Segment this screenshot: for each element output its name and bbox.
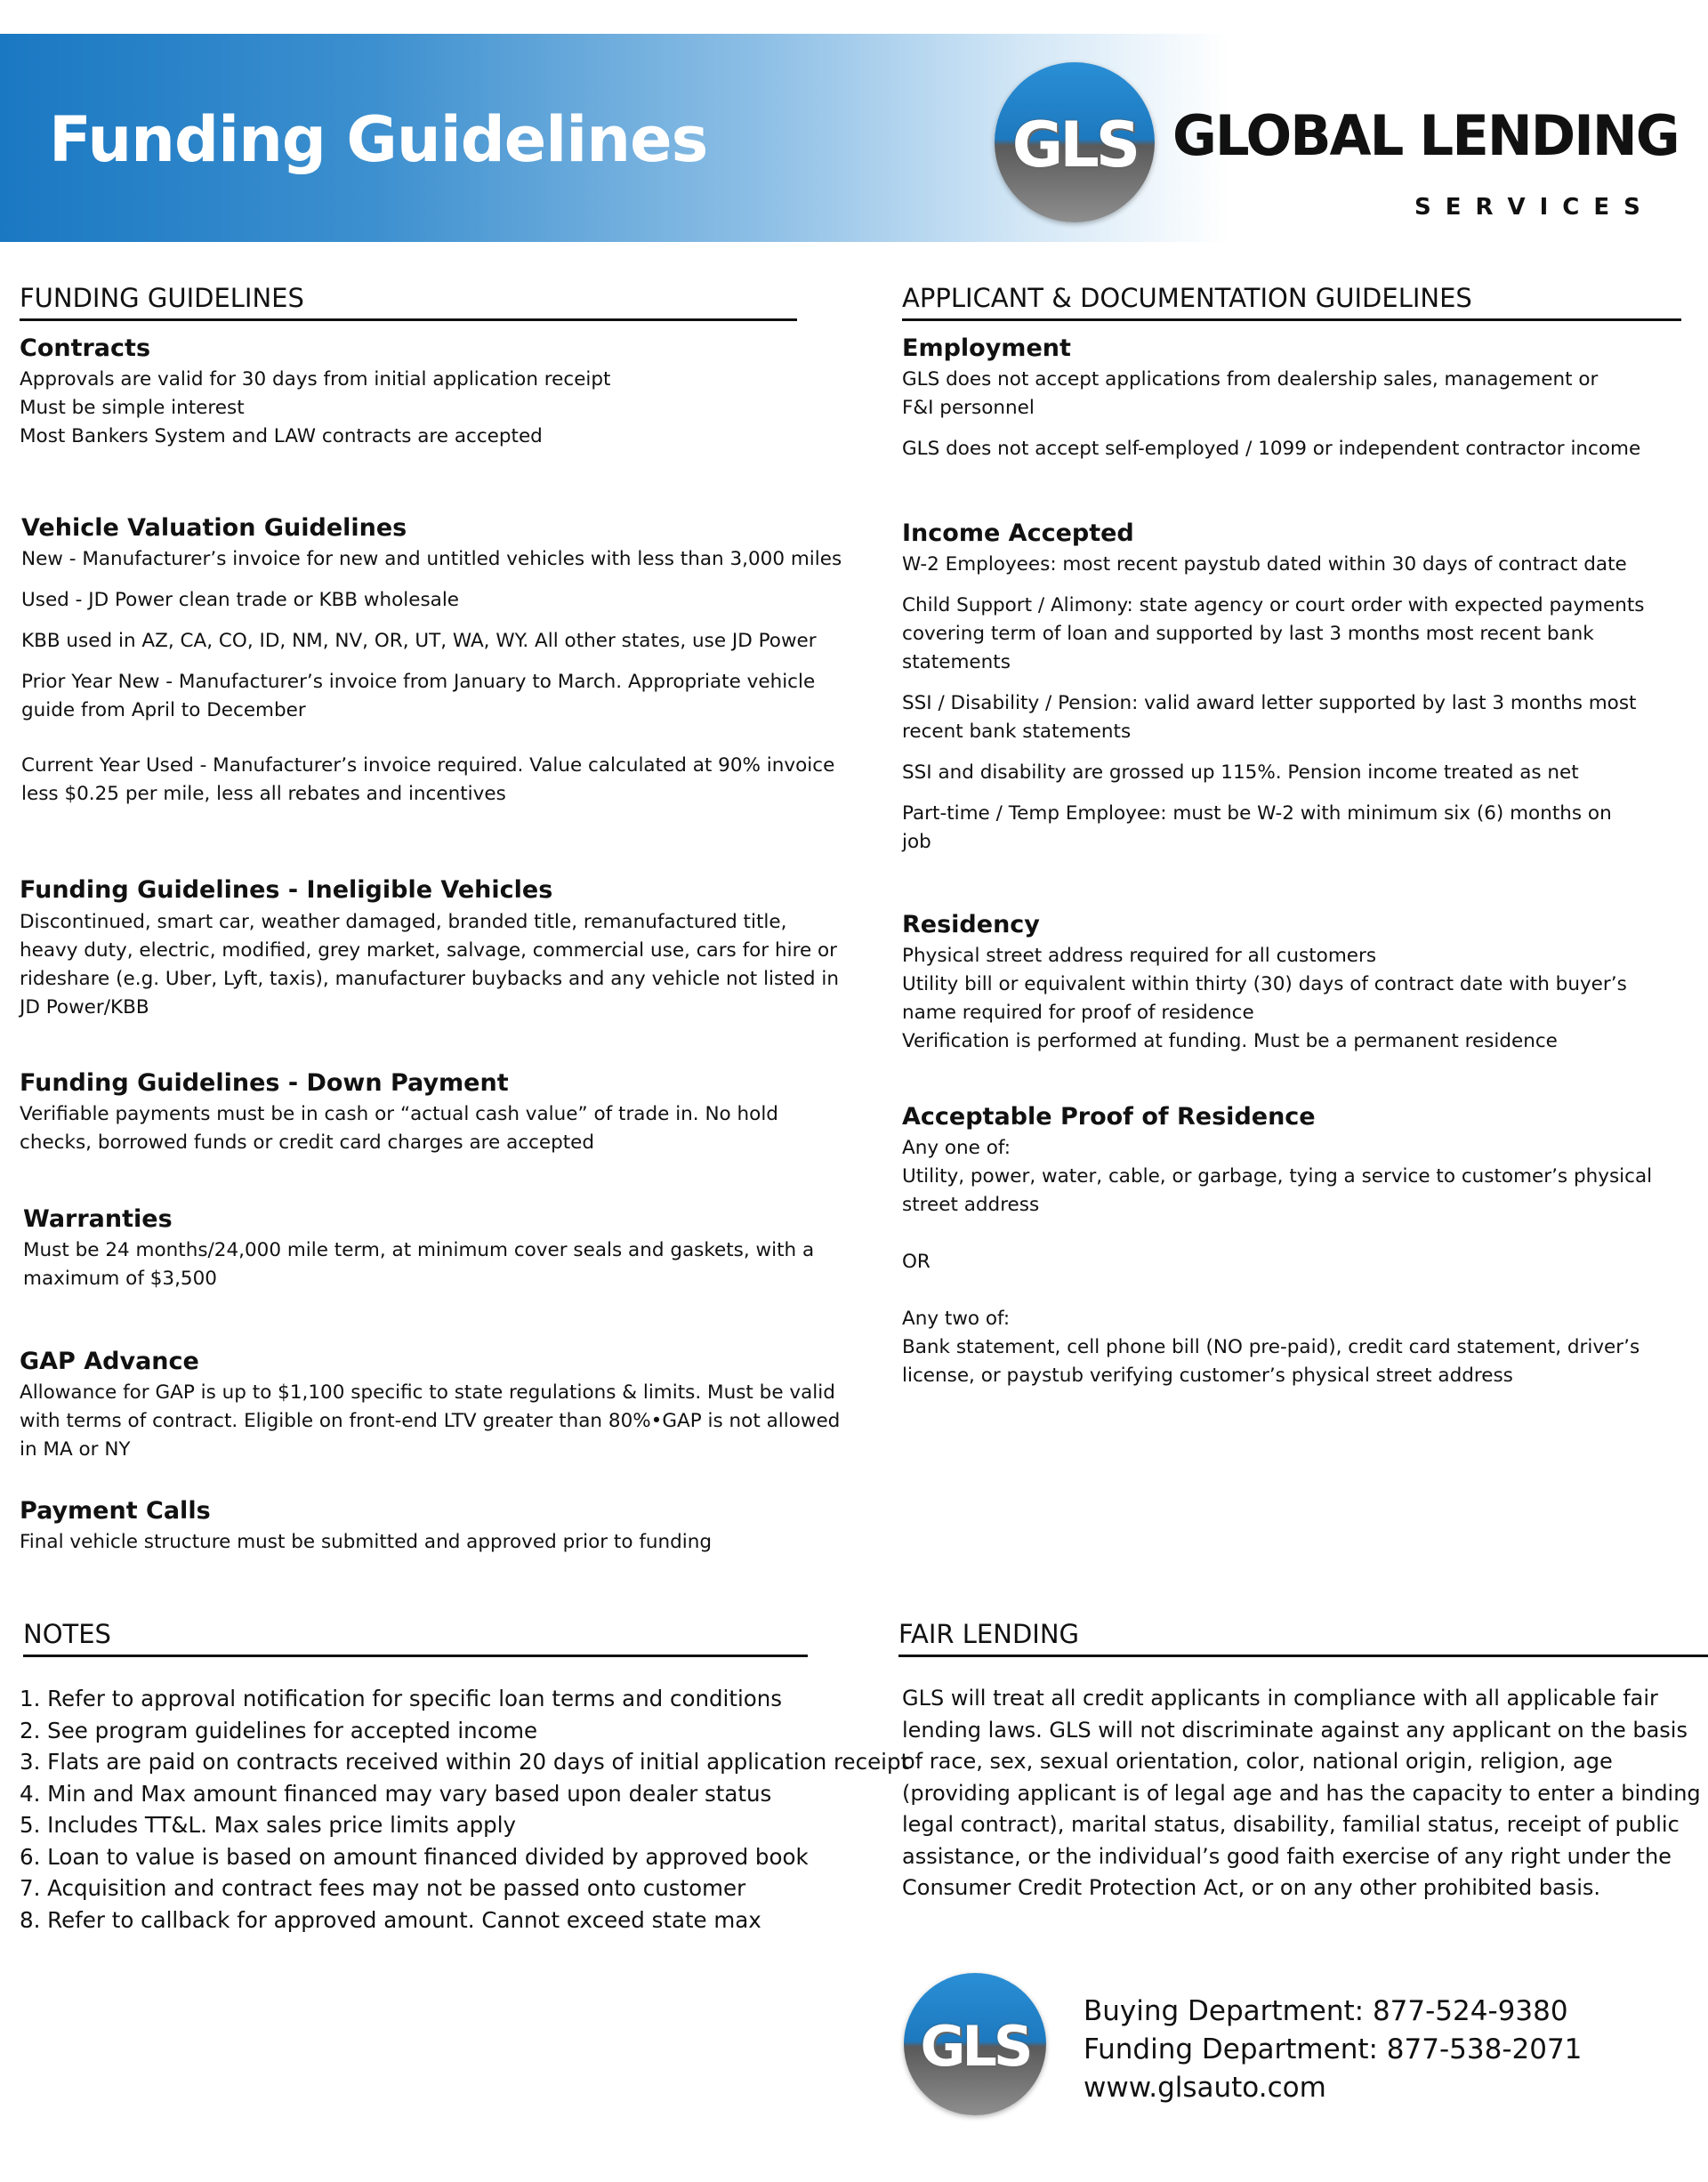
ineligible-line: rideshare (e.g. Uber, Lyft, taxis), manufacturer buybacks and any vehicle not listed in <box>20 968 839 990</box>
residency-line: Utility bill or equivalent within thirty (30) days of contract date with buyer’s <box>902 973 1627 995</box>
valuation-new: New - Manufacturer’s invoice for new and untitled vehicles with less than 3,000 miles <box>21 548 842 570</box>
note-item: 3. Flats are paid on contracts received within 20 days of initial application receipt <box>20 1749 910 1775</box>
website-link[interactable]: www.glsauto.com <box>1084 2072 1326 2104</box>
gls-footer-logo-icon <box>904 1973 1046 2115</box>
residency-line: Verification is performed at funding. Must be a permanent residence <box>902 1030 1558 1052</box>
proof-any-one: Any one of: <box>902 1137 1011 1159</box>
note-item: 1. Refer to approval notification for specific loan terms and conditions <box>20 1686 783 1711</box>
note-item: 4. Min and Max amount financed may vary based upon dealer status <box>20 1780 772 1807</box>
ineligible-line: JD Power/KBB <box>20 996 149 1019</box>
gap-line: with terms of contract. Eligible on front-end LTV greater than 80%•GAP is not allowed <box>20 1410 841 1432</box>
gap-advance-text <box>20 1379 840 1464</box>
valuation-prior-year: guide from April to December <box>21 699 306 721</box>
income-grossed: SSI and disability are grossed up 115%. Pension income treated as net <box>902 761 1579 784</box>
payment-calls-heading: Payment Calls <box>20 1497 211 1525</box>
proof-bank: Bank statement, cell phone bill (NO pre-paid), credit card statement, driver’s <box>902 1336 1640 1358</box>
note-item: 2. See program guidelines for accepted income <box>20 1717 538 1743</box>
residency-heading: Residency <box>902 911 1040 938</box>
gap-line: Allowance for GAP is up to $1,100 specific to state regulations & limits. Must be valid <box>20 1381 835 1404</box>
contracts-line: Must be simple interest <box>20 397 245 419</box>
employment-text <box>902 366 1640 463</box>
income-w2: W-2 Employees: most recent paystub dated within 30 days of contract date <box>902 553 1627 576</box>
income-ssi: recent bank statements <box>902 721 1132 743</box>
funding-guidelines-heading: FUNDING GUIDELINES <box>20 283 797 321</box>
proof-bank: license, or paystub verifying customer’s physical street address <box>902 1365 1513 1387</box>
residency-line: Physical street address required for all customers <box>902 945 1377 967</box>
residency-text <box>902 942 1627 1056</box>
down-payment-heading: Funding Guidelines - Down Payment <box>20 1069 509 1097</box>
employment-heading: Employment <box>902 334 1071 362</box>
fair-lending-line: legal contract), marital status, disability, familial status, receipt of public <box>902 1812 1680 1837</box>
brand-sub: SERVICES <box>1414 194 1655 221</box>
vehicle-valuation-text <box>21 545 842 809</box>
warranties-heading: Warranties <box>23 1205 173 1233</box>
valuation-current-year: less $0.25 per mile, less all rebates and incentives <box>21 783 506 805</box>
employment-line: GLS does not accept applications from dealership sales, management or <box>902 368 1599 391</box>
income-parttime: Part-time / Temp Employee: must be W-2 with minimum six (6) months on <box>902 802 1612 825</box>
note-item: 6. Loan to value is based on amount financed divided by approved book <box>20 1843 809 1870</box>
income-child: Child Support / Alimony: state agency or court order with expected payments <box>902 594 1645 616</box>
residency-line: name required for proof of residence <box>902 1002 1254 1024</box>
payment-calls-line: Final vehicle structure must be submitted and approved prior to funding <box>20 1531 713 1553</box>
ineligible-vehicles-heading: Funding Guidelines - Ineligible Vehicles <box>20 876 553 904</box>
contact-block <box>1084 1993 1582 2107</box>
proof-of-residence-text <box>902 1134 1652 1390</box>
down-payment-text <box>20 1100 778 1157</box>
down-payment-line: checks, borrowed funds or credit card charges are accepted <box>20 1131 595 1154</box>
ineligible-line: heavy duty, electric, modified, grey market, salvage, commercial use, cars for hire or <box>20 939 837 962</box>
contracts-heading: Contracts <box>20 334 151 362</box>
valuation-kbb: KBB used in AZ, CA, CO, ID, NM, NV, OR, UT, WA, WY. All other states, use JD Power <box>21 630 817 652</box>
buying-department-phone: Buying Department: 877-524-9380 <box>1084 1995 1568 2027</box>
gap-advance-heading: GAP Advance <box>20 1348 199 1375</box>
funding-department-phone: Funding Department: 877-538-2071 <box>1084 2033 1583 2065</box>
income-heading: Income Accepted <box>902 519 1134 547</box>
income-child: covering term of loan and supported by last 3 months most recent bank <box>902 623 1594 645</box>
fair-lending-text <box>902 1683 1701 1904</box>
note-item: 8. Refer to callback for approved amount. Cannot exceed state max <box>20 1906 761 1933</box>
proof-or: OR <box>902 1251 931 1273</box>
ineligible-vehicles-text <box>20 908 839 1022</box>
contracts-line: Approvals are valid for 30 days from initial application receipt <box>20 368 611 391</box>
note-item: 5. Includes TT&L. Max sales price limits apply <box>20 1812 517 1838</box>
payment-calls-text <box>20 1528 712 1557</box>
valuation-prior-year: Prior Year New - Manufacturer’s invoice from January to March. Appropriate vehicle <box>21 671 816 693</box>
warranties-line: maximum of $3,500 <box>23 1268 217 1290</box>
contracts-text <box>20 366 610 451</box>
warranties-text <box>23 1236 814 1293</box>
logo-mark: GLS <box>920 2014 1030 2079</box>
ineligible-line: Discontinued, smart car, weather damaged, branded title, remanufactured title, <box>20 911 787 933</box>
income-text <box>902 551 1644 857</box>
employment-line: GLS does not accept self-employed / 1099 or independent contractor income <box>902 438 1641 460</box>
note-item: 7. Acquisition and contract fees may not be passed onto customer <box>20 1875 746 1901</box>
vehicle-valuation-heading: Vehicle Valuation Guidelines <box>21 514 407 542</box>
fair-lending-line: Consumer Credit Protection Act, or on any other prohibited basis. <box>902 1875 1601 1900</box>
applicant-guidelines-heading: APPLICANT & DOCUMENTATION GUIDELINES <box>902 283 1681 321</box>
notes-heading: NOTES <box>23 1619 808 1657</box>
fair-lending-heading: FAIR LENDING <box>898 1619 1708 1657</box>
proof-utility: street address <box>902 1194 1040 1216</box>
down-payment-line: Verifiable payments must be in cash or “actual cash value” of trade in. No hold <box>20 1103 778 1125</box>
fair-lending-line: assistance, or the individual’s good faith exercise of any right under the <box>902 1843 1672 1869</box>
warranties-line: Must be 24 months/24,000 mile term, at minimum cover seals and gaskets, with a <box>23 1239 815 1261</box>
employment-line: F&I personnel <box>902 397 1035 419</box>
fair-lending-line: GLS will treat all credit applicants in compliance with all applicable fair <box>902 1686 1658 1711</box>
notes-list <box>20 1683 909 1936</box>
contracts-line: Most Bankers System and LAW contracts are accepted <box>20 425 543 447</box>
income-parttime: job <box>902 831 931 853</box>
gls-logo-icon <box>995 62 1155 222</box>
valuation-current-year: Current Year Used - Manufacturer’s invoice required. Value calculated at 90% invoice <box>21 754 835 777</box>
header-banner <box>0 34 1708 242</box>
income-ssi: SSI / Disability / Pension: valid award letter supported by last 3 months most <box>902 692 1637 714</box>
income-child: statements <box>902 651 1011 673</box>
proof-utility: Utility, power, water, cable, or garbage, tying a service to customer’s physical <box>902 1165 1653 1188</box>
gap-line: in MA or NY <box>20 1438 131 1461</box>
fair-lending-line: of race, sex, sexual orientation, color, national origin, religion, age <box>902 1749 1613 1774</box>
proof-of-residence-heading: Acceptable Proof of Residence <box>902 1103 1316 1131</box>
page-title: Funding Guidelines <box>49 103 708 176</box>
proof-any-two: Any two of: <box>902 1308 1011 1330</box>
valuation-used: Used - JD Power clean trade or KBB wholesale <box>21 589 460 611</box>
fair-lending-line: (providing applicant is of legal age and has the capacity to enter a binding <box>902 1780 1701 1806</box>
logo-mark: GLS <box>1011 109 1138 181</box>
brand-name: GLOBAL LENDING <box>1172 103 1679 168</box>
fair-lending-line: lending laws. GLS will not discriminate against any applicant on the basis <box>902 1717 1688 1743</box>
